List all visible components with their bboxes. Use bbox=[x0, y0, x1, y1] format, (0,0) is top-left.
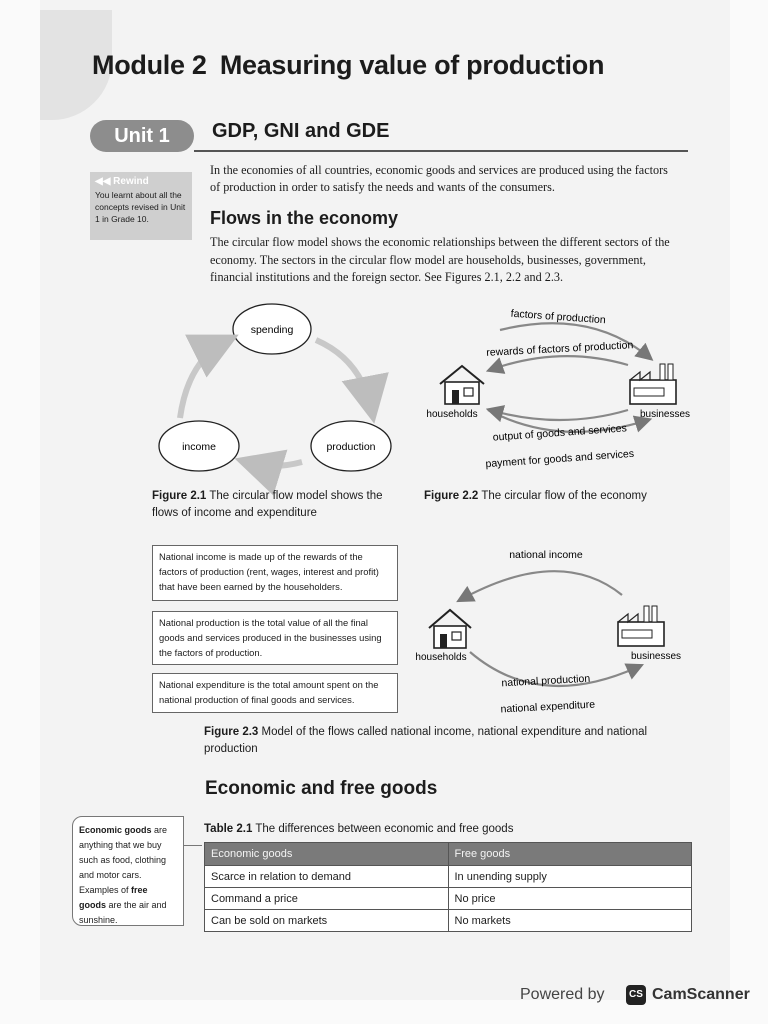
table-row bbox=[205, 866, 692, 888]
definition-national-expenditure: National expenditure is the total amount spent on the national production of final goods and services. bbox=[152, 673, 398, 713]
module-title: Measuring value of production bbox=[219, 50, 605, 80]
label-production: production bbox=[326, 441, 376, 453]
flow-rewards: rewards of factors of production bbox=[486, 339, 634, 359]
margin-note-goods bbox=[72, 816, 184, 926]
unit-badge: Unit 1 bbox=[90, 120, 194, 152]
rewind-text: You learnt about all the concepts revised in Unit 1 in Grade 10. bbox=[95, 190, 186, 224]
label-spending: spending bbox=[250, 324, 294, 336]
unit-title: GDP, GNI and GDE bbox=[212, 120, 390, 142]
flow-output: output of goods and services bbox=[492, 422, 628, 444]
table-caption-label: Table 2.1 bbox=[204, 823, 253, 835]
figure-2-1-text: The circular flow model shows the flows of income and expenditure bbox=[152, 490, 383, 519]
table-header-free: Free goods bbox=[448, 843, 692, 866]
table-cell: In unending supply bbox=[448, 866, 692, 888]
factory-icon bbox=[630, 364, 676, 404]
arrow-rewards bbox=[490, 356, 628, 370]
arrow-spending-production bbox=[316, 340, 372, 412]
table-header-economic: Economic goods bbox=[205, 843, 449, 866]
arrow-production-income bbox=[246, 462, 302, 466]
figure-2-3 bbox=[415, 549, 681, 715]
house-icon bbox=[440, 366, 484, 404]
table-header-row bbox=[205, 843, 692, 866]
arrow-national-income bbox=[460, 571, 622, 600]
definition-national-income: National income is made up of the rewards of the factors of production (rent, wages, interest and profit) that have been earned by the householders. bbox=[152, 545, 398, 601]
table-cell: No markets bbox=[448, 910, 692, 932]
figure-2-1-caption bbox=[152, 488, 402, 522]
module-number: Module 2 bbox=[92, 50, 207, 80]
margin-note-term-economic: Economic goods bbox=[79, 825, 152, 835]
figure-2-1 bbox=[159, 304, 391, 471]
label-businesses-2-3: businesses bbox=[630, 651, 682, 662]
section-title-goods: Economic and free goods bbox=[205, 778, 438, 799]
flow-national-income: national income bbox=[509, 549, 583, 561]
table-cell: No price bbox=[448, 888, 692, 910]
table-row bbox=[205, 888, 692, 910]
figure-2-3-text: Model of the flows called national income, national expenditure and national production bbox=[204, 726, 648, 755]
margin-note-text-1: are anything that we buy such as food, clothing and motor cars. Examples of bbox=[79, 825, 168, 895]
label-households-2-2: households bbox=[426, 409, 478, 420]
rewind-heading: ◀◀ Rewind bbox=[95, 176, 149, 187]
table-caption bbox=[204, 823, 513, 835]
figure-2-2 bbox=[426, 308, 690, 470]
factory-icon bbox=[618, 606, 664, 646]
intro-paragraph: In the economies of all countries, economic goods and services are produced using the factors of production in order to satisfy the needs and wants of the consumers. bbox=[210, 163, 668, 194]
flow-factors-of-production: factors of production bbox=[510, 307, 607, 327]
flows-paragraph: The circular flow model shows the economic relationships between the different sectors of the economy. The sectors in the circular flow model are households, businesses, government, financial institutions and the foreign sector. See Figures 2.1, 2.2 and 2.3. bbox=[210, 235, 670, 284]
flow-national-production: national production bbox=[501, 672, 591, 690]
table-caption-text: The differences between economic and free goods bbox=[255, 823, 514, 835]
table-row bbox=[205, 910, 692, 932]
figure-2-3-label: Figure 2.3 bbox=[204, 726, 259, 738]
table-cell: Command a price bbox=[205, 888, 449, 910]
table-cell: Scarce in relation to demand bbox=[205, 866, 449, 888]
figure-2-2-label: Figure 2.2 bbox=[424, 490, 479, 502]
flow-national-expenditure: national expenditure bbox=[500, 698, 596, 716]
figure-2-2-text: The circular flow of the economy bbox=[481, 490, 647, 502]
house-icon bbox=[429, 610, 471, 648]
margin-note-connector bbox=[184, 845, 202, 846]
arrow-output bbox=[490, 410, 628, 420]
table-cell: Can be sold on markets bbox=[205, 910, 449, 932]
figure-2-2-caption bbox=[424, 488, 686, 505]
flow-payment: payment for goods and services bbox=[485, 447, 635, 471]
definition-national-production: National production is the total value of all the final goods and services produced in the businesses using the factors of production. bbox=[152, 611, 398, 665]
margin-note-text-2: are the air and sunshine. bbox=[79, 900, 167, 925]
footer-brand: CamScanner bbox=[652, 986, 750, 1003]
camscanner-logo-icon: CS bbox=[626, 985, 646, 1005]
footer-powered-by: Powered by bbox=[520, 986, 605, 1003]
section-title-flows: Flows in the economy bbox=[210, 208, 399, 228]
margin-note-term-free: free goods bbox=[79, 885, 148, 910]
label-income: income bbox=[182, 441, 216, 453]
label-businesses-2-2: businesses bbox=[639, 409, 691, 420]
goods-table bbox=[204, 842, 692, 932]
label-households-2-3: households bbox=[415, 652, 467, 663]
arrow-income-spending bbox=[180, 340, 228, 418]
figure-2-3-caption bbox=[204, 724, 674, 758]
figure-2-1-label: Figure 2.1 bbox=[152, 490, 207, 502]
